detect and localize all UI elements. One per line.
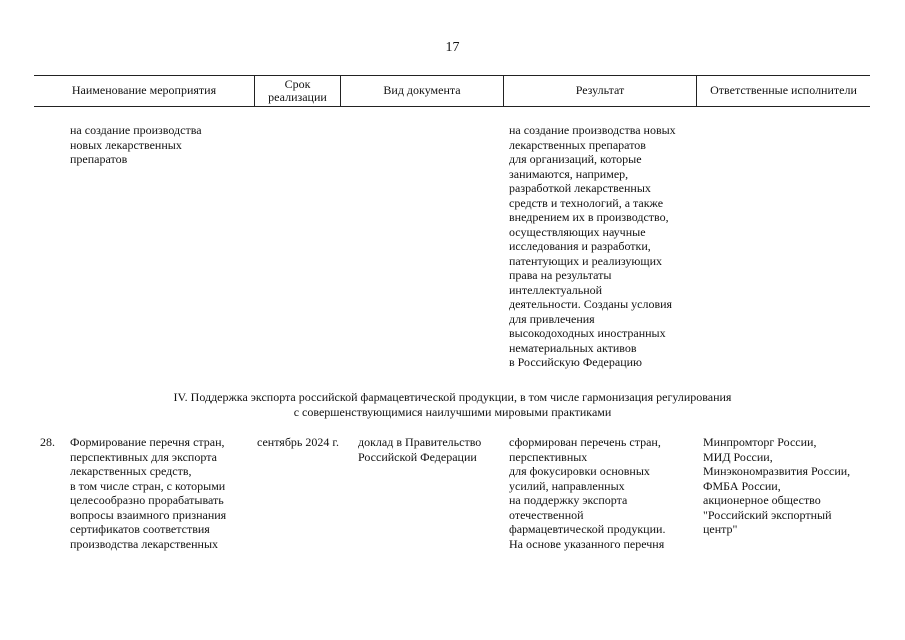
row-result: сформирован перечень стран, перспективных для фокусировки основных усилий, направленных на поддержку экспорта отечественной фармацевтической продукции. На основе указанного перечня	[509, 435, 666, 551]
page-number: 17	[445, 40, 460, 55]
header-responsible: Ответственные исполнители	[710, 83, 857, 97]
row-term: сентябрь 2024 г.	[257, 435, 339, 449]
section-title: IV. Поддержка экспорта российской фармацевтической продукции, в том числе гармонизация регулирования с совершенствующимися наилучшими мировыми практиками	[173, 390, 732, 419]
row-event-name: Формирование перечня стран, перспективных для экспорта лекарственных средств, в том числе стран, с которыми целесообразно прорабатывать вопросы взаимного признания сертификатов соответствия производства лекарственных	[70, 435, 227, 551]
row-responsible: Минпромторг России, МИД России, Минэкономразвития России, ФМБА России, акционерное общество "Российский экспортный центр"	[703, 435, 851, 536]
continuation-event-name: на создание производства новых лекарственных препаратов	[70, 123, 202, 166]
header-result: Результат	[575, 83, 625, 97]
row-document-type: доклад в Правительство Российской Федерации	[358, 435, 482, 464]
header-event-name: Наименование мероприятия	[71, 83, 217, 97]
table-header-bottom-rule	[34, 106, 870, 107]
continuation-result: на создание производства новых лекарственных препаратов для организаций, которые занимаются, например, разработкой лекарственных средств и технологий, а также внедрением их в производство, осуществляющих научные исследования и разработки, патентующих и реализующих права на результаты интеллектуальной деятельности. Созданы условия для привлечения высокодоходных иностранных нематериальных активов в Российскую Федерацию	[509, 123, 676, 369]
row-number: 28.	[40, 435, 55, 449]
header-document-type: Вид документа	[383, 83, 461, 97]
header-term: Срок реализации	[268, 76, 327, 104]
